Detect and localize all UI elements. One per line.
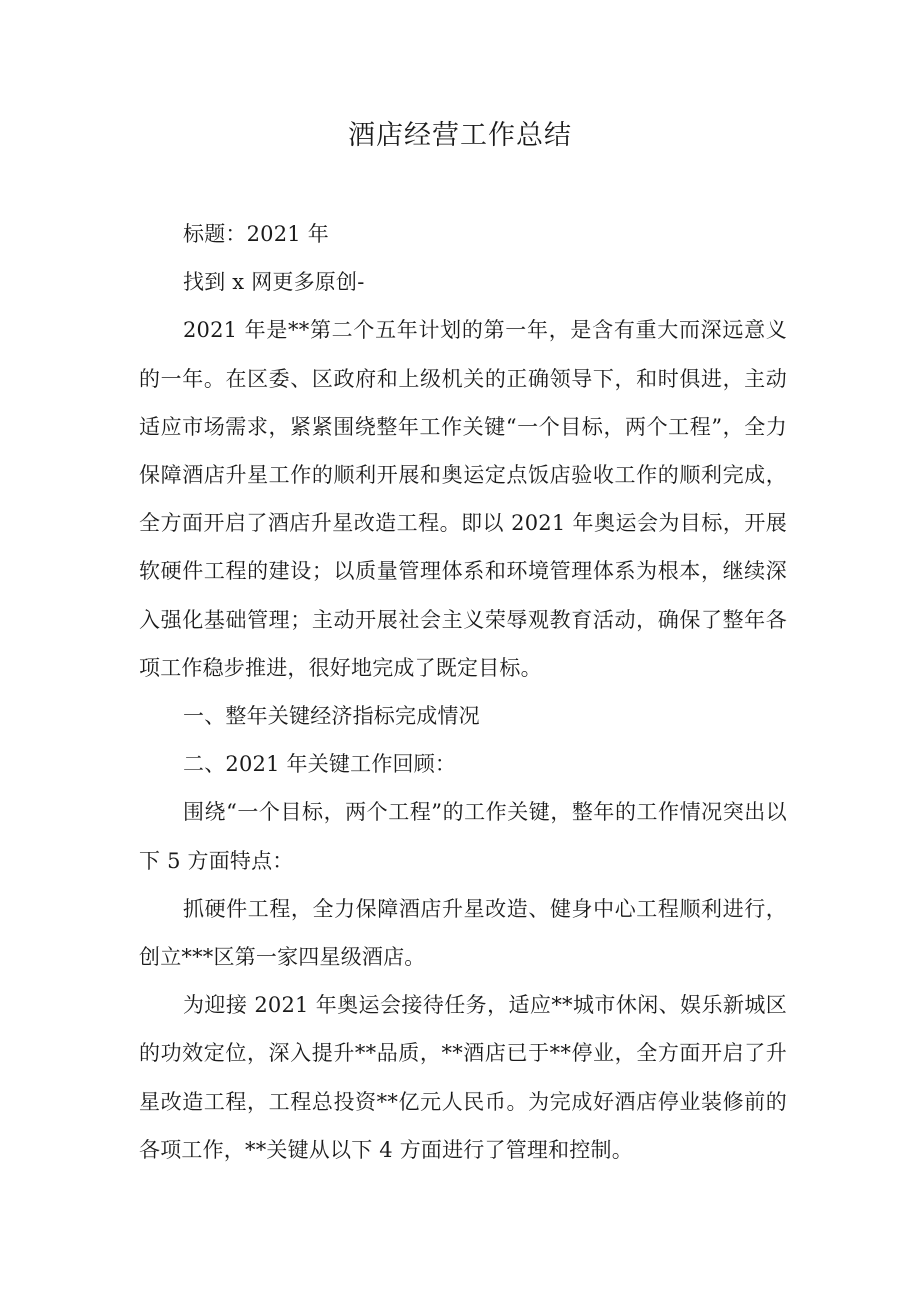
paragraph-hardware: 抓硬件工程，全力保障酒店升星改造、健身中心工程顺利进行，创立***区第一家四星级酒店。 [139, 896, 787, 970]
section-heading-2: 二、2021 年关键工作回顾： [183, 752, 457, 777]
paragraph-overview: 围绕“一个目标，两个工程”的工作关键，整年的工作情况突出以下 5 方面特点： [139, 800, 787, 873]
paragraph-source-note: 找到 x 网更多原创- [183, 270, 365, 295]
paragraph-heading-label: 标题：2021 年 [183, 222, 329, 246]
paragraph-intro: 2021 年是**第二个五年计划的第一年，是含有重大而深远意义的一年。在区委、区政府和上级机关的正确领导下，和时俱进，主动适应市场需求，紧紧围绕整年工作关键“一个目标，两个工程”，全力保障酒店升星工作的顺利开展和奥运定点饭店验收工作的顺利完成，全方面开启了酒店升星改造工程。即以 2021 年奥运会为目标，开展软硬件工程的建设；以质量管理体系和环境管理体系为根本，继续深入强化基础管理；主动开展社会主义荣辱观教育活动，确保了整年各项工作稳步推进，很好地完成了既定目标。 [139, 318, 787, 680]
paragraph-renovation: 为迎接 2021 年奥运会接待任务，适应**城市休闲、娱乐新城区的功效定位，深入提升**品质，**酒店已于**停业，全方面开启了升星改造工程，工程总投资**亿元人民币。为完成好酒店停业装修前的各项工作，**关键从以下 4 方面进行了管理和控制。 [139, 993, 787, 1162]
document-title: 酒店经营工作总结 [348, 120, 572, 151]
section-heading-1: 一、整年关键经济指标完成情况 [183, 704, 480, 729]
document-body [139, 210, 787, 1174]
